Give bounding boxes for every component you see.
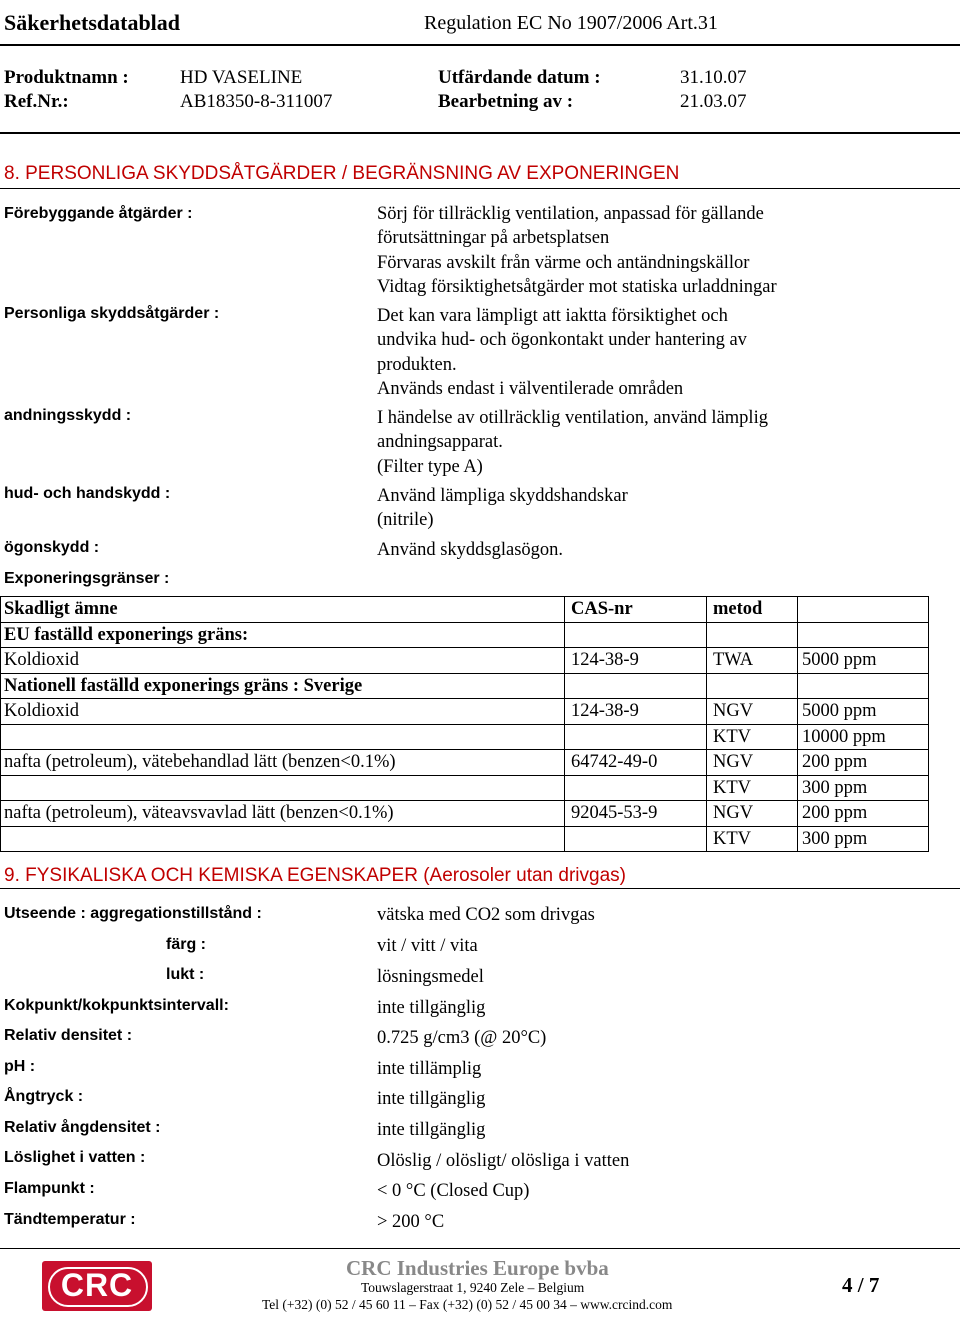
header-bottom-rule (0, 132, 960, 134)
regulation-reference: Regulation EC No 1907/2006 Art.31 (424, 12, 718, 34)
loslighet-value: Olöslig / olösligt/ olösliga i vatten (377, 1151, 630, 1171)
text-line: Det kan vara lämpligt att iaktta försiktighet och (377, 306, 728, 326)
table-row (1, 750, 929, 776)
table-cell: 92045-53-9 (565, 801, 707, 827)
ogon-label: ögonskydd : (4, 539, 100, 556)
header-cell: Skadligt ämne (1, 597, 565, 623)
table-row (1, 648, 929, 674)
tandtemperatur-label: Tändtemperatur : (4, 1211, 136, 1228)
flampunkt-value: < 0 °C (Closed Cup) (377, 1181, 530, 1201)
angdensitet-label: Relativ ångdensitet : (4, 1119, 161, 1136)
table-cell (565, 673, 707, 699)
table-cell: NGV (707, 801, 798, 827)
table-cell: 64742-49-0 (565, 750, 707, 776)
table-cell: Koldioxid (1, 699, 565, 725)
table-row (1, 801, 929, 827)
table-row (1, 826, 929, 852)
lukt-label: lukt : (166, 966, 205, 983)
text-line: andningsapparat. (377, 432, 503, 453)
table-cell: 10000 ppm (798, 724, 929, 750)
text-line: Vidtag försiktighetsåtgärder mot statiska urladdningar (377, 276, 777, 297)
angdensitet-value: inte tillgänglig (377, 1120, 486, 1140)
text-line: Sörj för tillräcklig ventilation, anpassad för gällande (377, 204, 764, 224)
table-cell: Koldioxid (1, 648, 565, 674)
header-rule (0, 44, 960, 46)
table-cell (707, 622, 798, 648)
table-cell: nafta (petroleum), väteavsvavlad lätt (benzen<0.1%) (1, 801, 565, 827)
hud-text (377, 484, 628, 533)
company-contact: Tel (+32) (0) 52 / 45 60 11 – Fax (+32) (0) 52 / 45 00 34 – www.crcind.com (262, 1297, 673, 1312)
loslighet-label: Löslighet i vatten : (4, 1149, 146, 1166)
personliga-label: Personliga skyddsåtgärder : (4, 305, 220, 322)
text-line: (Filter type A) (377, 456, 483, 477)
table-cell: NGV (707, 750, 798, 776)
table-row (1, 699, 929, 725)
angtryck-label: Ångtryck : (4, 1088, 84, 1105)
header-cell (798, 597, 929, 623)
table-cell: nafta (petroleum), vätebehandlad lätt (benzen<0.1%) (1, 750, 565, 776)
bearbetning-value: 21.03.07 (680, 91, 747, 112)
ph-value: inte tillämplig (377, 1059, 482, 1079)
tandtemperatur-value: > 200 °C (377, 1212, 445, 1232)
aggregation-label: Utseende : aggregationstillstånd : (4, 905, 262, 922)
table-cell (565, 622, 707, 648)
andning-label: andningsskydd : (4, 407, 132, 424)
table-row (1, 673, 929, 699)
footer-rule (0, 1248, 960, 1249)
table-header-row (1, 597, 929, 623)
header-cell: metod (707, 597, 798, 623)
hud-label: hud- och handskydd : (4, 485, 171, 502)
section8-heading: 8. PERSONLIGA SKYDDSÅTGÄRDER / BEGRÄNSNING AV EXPONERINGEN (4, 163, 680, 184)
produktnamn-value: HD VASELINE (180, 67, 303, 88)
text-line: (nitrile) (377, 510, 434, 531)
table-row (1, 622, 929, 648)
personliga-text (377, 304, 747, 401)
section9-heading: 9. FYSIKALISKA OCH KEMISKA EGENSKAPER (Aerosoler utan drivgas) (4, 865, 626, 886)
densitet-label: Relativ densitet : (4, 1027, 133, 1044)
table-cell (565, 724, 707, 750)
ogon-value: Använd skyddsglasögon. (377, 540, 564, 560)
farg-label: färg : (166, 936, 206, 953)
table-cell: 124-38-9 (565, 699, 707, 725)
exposure-limits-table (0, 596, 929, 852)
section9-rule (0, 888, 960, 889)
farg-value: vit / vitt / vita (377, 936, 478, 956)
text-line: produkten. (377, 354, 457, 375)
document-title: Säkerhetsdatablad (4, 10, 181, 35)
table-cell (1, 775, 565, 801)
table-cell (798, 673, 929, 699)
section8-rule (0, 188, 960, 189)
table-cell (798, 622, 929, 648)
table-cell: 5000 ppm (798, 699, 929, 725)
table-cell: EU faställd exponerings gräns: (1, 622, 565, 648)
table-cell (1, 724, 565, 750)
table-cell: TWA (707, 648, 798, 674)
flampunkt-label: Flampunkt : (4, 1180, 95, 1197)
table-cell: 200 ppm (798, 750, 929, 776)
lukt-value: lösningsmedel (377, 967, 484, 987)
forebyggande-label: Förebyggande åtgärder : (4, 205, 193, 222)
text-line: Förvaras avskilt från värme och antändningskällor (377, 252, 750, 273)
aggregation-value: vätska med CO2 som drivgas (377, 905, 595, 925)
table-cell: Nationell faställd exponerings gräns : Sverige (1, 673, 565, 699)
refnr-label: Ref.Nr.: (4, 91, 69, 112)
densitet-value: 0.725 g/cm3 (@ 20°C) (377, 1028, 547, 1048)
utfardande-value: 31.10.07 (680, 67, 747, 88)
table-row (1, 724, 929, 750)
table-cell: 124-38-9 (565, 648, 707, 674)
text-line: Använd lämpliga skyddshandskar (377, 486, 628, 506)
table-cell (1, 826, 565, 852)
text-line: Används endast i välventilerade områden (377, 378, 684, 399)
table-cell (565, 826, 707, 852)
company-name: CRC Industries Europe bvba (346, 1256, 609, 1280)
table-cell: 200 ppm (798, 801, 929, 827)
refnr-value: AB18350-8-311007 (180, 91, 333, 112)
text-line: undvika hud- och ögonkontakt under hantering av (377, 330, 747, 351)
forebyggande-text (377, 202, 777, 299)
logo-text: CRC (60, 1267, 134, 1303)
table-cell: NGV (707, 699, 798, 725)
exponeringsgranser-label: Exponeringsgränser : (4, 570, 170, 587)
angtryck-value: inte tillgänglig (377, 1089, 486, 1109)
utfardande-label: Utfärdande datum : (438, 67, 601, 88)
company-address: Touwslagerstraat 1, 9240 Zele – Belgium (361, 1280, 585, 1295)
ph-label: pH : (4, 1058, 36, 1075)
text-line: I händelse av otillräcklig ventilation, använd lämplig (377, 408, 768, 428)
table-cell: KTV (707, 826, 798, 852)
table-cell (565, 775, 707, 801)
table-cell: 5000 ppm (798, 648, 929, 674)
table-cell (707, 673, 798, 699)
crc-logo (42, 1261, 152, 1311)
produktnamn-label: Produktnamn : (4, 67, 129, 88)
table-cell: KTV (707, 775, 798, 801)
text-line: förutsättningar på arbetsplatsen (377, 228, 610, 249)
table-cell: 300 ppm (798, 826, 929, 852)
bearbetning-label: Bearbetning av : (438, 91, 574, 112)
andning-text (377, 406, 768, 479)
table-cell: KTV (707, 724, 798, 750)
kokpunkt-label: Kokpunkt/kokpunktsintervall: (4, 997, 229, 1014)
kokpunkt-value: inte tillgänglig (377, 998, 486, 1018)
header-cell: CAS-nr (565, 597, 707, 623)
table-row (1, 775, 929, 801)
page-number: 4 / 7 (842, 1273, 880, 1297)
table-cell: 300 ppm (798, 775, 929, 801)
